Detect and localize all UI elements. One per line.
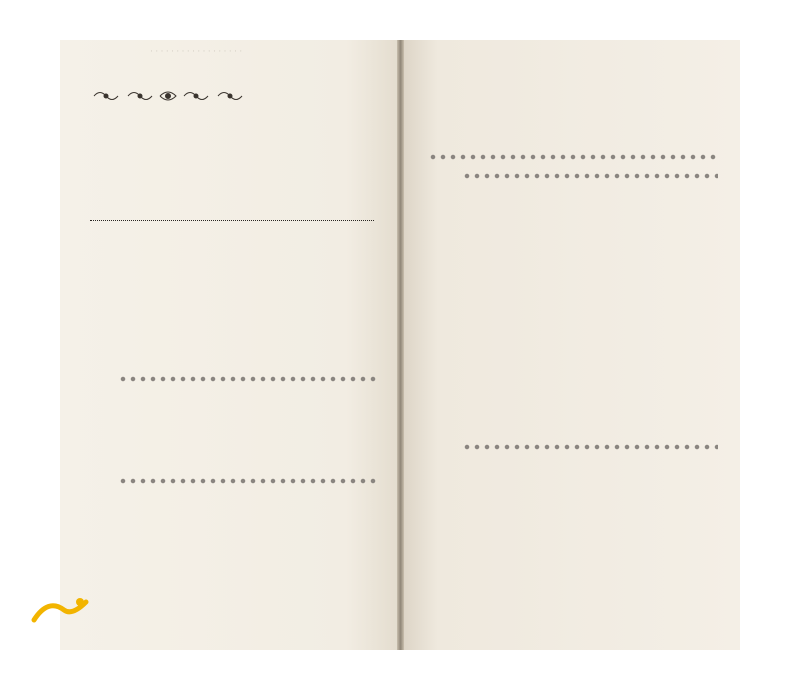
- ornament-divider: [88, 88, 248, 104]
- dotted-separator: [462, 443, 718, 451]
- dotted-separator: [118, 477, 378, 485]
- toc-introduction: [88, 220, 376, 224]
- bleed-through-text: · · · · · · · · · · · · · · · · · ·: [150, 46, 243, 56]
- dotted-separator: [428, 153, 718, 161]
- dotted-separator: [462, 172, 718, 180]
- book-gutter: [397, 40, 404, 650]
- left-page: [60, 40, 397, 650]
- right-page: [404, 40, 740, 650]
- shop-logo-swoosh: [30, 594, 90, 634]
- dotted-separator: [118, 375, 378, 383]
